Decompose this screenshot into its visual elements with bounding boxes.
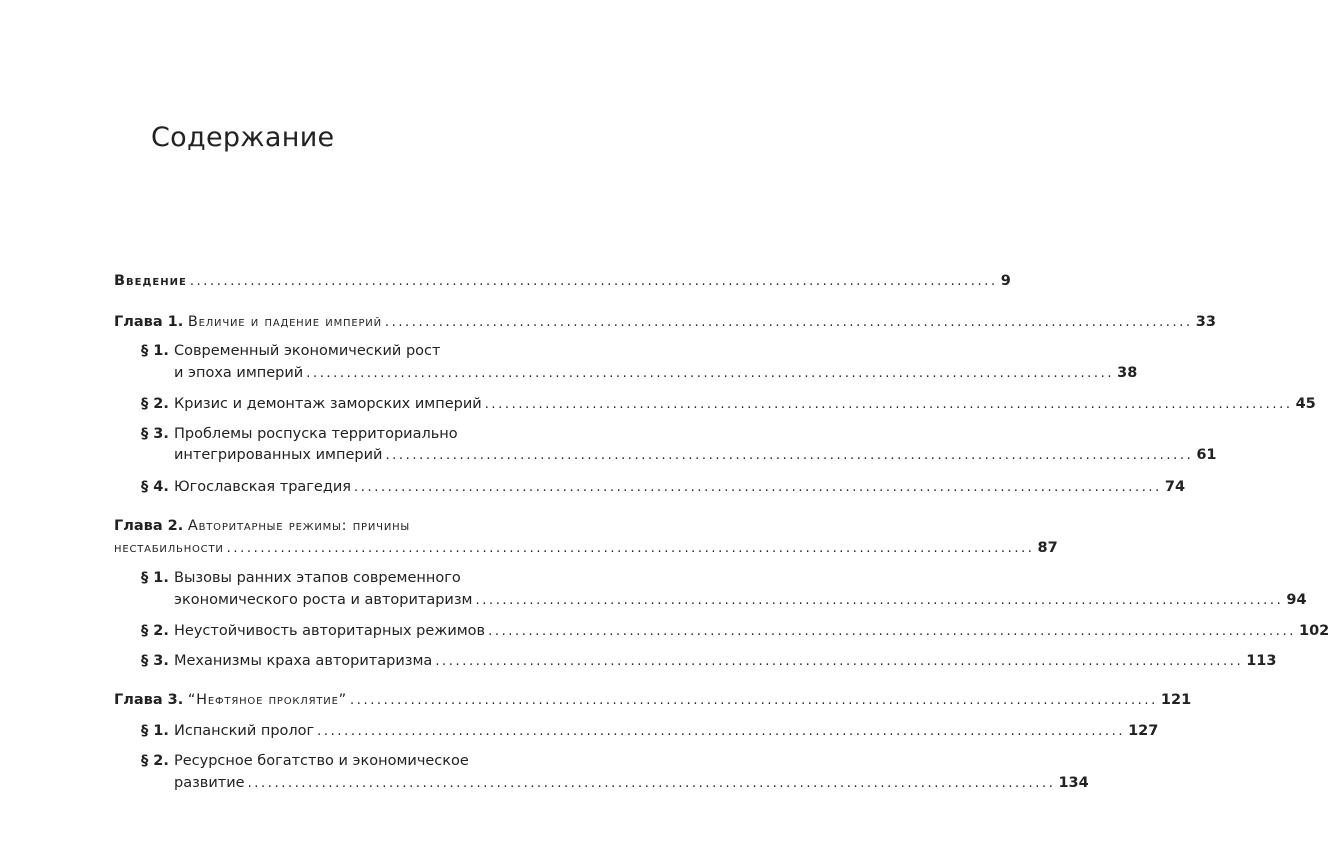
toc-section-3-2-cont[interactable]: [174, 773, 1089, 794]
toc-section-1-2[interactable]: [141, 394, 1316, 415]
section-title-cont: развитие: [174, 775, 245, 791]
chapter-title-cont: нестабильности: [114, 540, 224, 556]
section-title: Механизмы краха авторитаризма: [174, 653, 433, 669]
section-title: Вызовы ранних этапов современного: [174, 570, 461, 586]
page-title: Содержание: [151, 122, 335, 153]
toc-page-number: 33: [1195, 314, 1216, 330]
toc-section-2-3[interactable]: [141, 651, 1277, 672]
toc-chapter-1[interactable]: [114, 312, 1216, 333]
toc-page-number: 38: [1117, 365, 1138, 381]
toc-section-2-2[interactable]: [141, 621, 1329, 642]
dot-leader: ........................................................................................................................: [488, 624, 1296, 639]
chapter-label: Глава 3.: [114, 692, 184, 708]
toc-entry-label: Введение: [114, 273, 187, 289]
toc-section-1-1-cont[interactable]: [174, 363, 1138, 384]
toc-section-2-1[interactable]: [141, 568, 544, 588]
section-number: § 1.: [141, 723, 169, 739]
section-title: Ресурсное богатство и экономическое: [174, 753, 469, 769]
toc-page-number: 134: [1058, 775, 1089, 791]
dot-leader: ........................................................................................................................: [189, 274, 998, 289]
dot-leader: ........................................................................................................................: [484, 397, 1293, 412]
toc-section-1-1[interactable]: [141, 341, 544, 361]
dot-leader: ........................................................................................................................: [384, 315, 1193, 330]
dot-leader: ........................................................................................................................: [306, 366, 1115, 381]
toc-section-2-1-cont[interactable]: [174, 590, 1307, 611]
section-number: § 2.: [141, 396, 169, 412]
section-title: Кризис и демонтаж заморских империй: [174, 396, 482, 412]
section-title: Испанский пролог: [174, 723, 315, 739]
dot-leader: ........................................................................................................................: [317, 724, 1126, 739]
section-number: § 3.: [141, 653, 169, 669]
chapter-title: Авторитарные режимы: причины: [187, 518, 411, 534]
toc-page-number: 74: [1164, 479, 1186, 495]
section-number: § 3.: [141, 426, 169, 442]
toc-page-number: 9: [1000, 273, 1011, 289]
toc-page-number: 61: [1196, 447, 1217, 463]
dot-leader: ........................................................................................................................: [350, 693, 1158, 708]
section-number: § 1.: [141, 343, 169, 359]
toc-section-3-2[interactable]: [141, 751, 544, 771]
section-title: Югославская трагедия: [174, 479, 352, 495]
toc-chapter-3[interactable]: [114, 690, 1192, 711]
section-number: § 2.: [141, 623, 169, 639]
section-title-cont: интегрированных империй: [174, 447, 383, 463]
chapter-title: “Нефтяное проклятие”: [187, 692, 347, 708]
toc-section-1-3-cont[interactable]: [174, 445, 1217, 466]
toc-page-number: 102: [1299, 623, 1329, 639]
toc-entry-intro[interactable]: [114, 271, 1011, 292]
section-title: Современный экономический рост: [174, 343, 441, 359]
dot-leader: ........................................................................................................................: [435, 654, 1244, 669]
toc-page-number: 94: [1286, 592, 1307, 608]
toc-section-1-3[interactable]: [141, 424, 544, 444]
toc-page-number: 45: [1295, 396, 1316, 412]
section-number: § 4.: [141, 479, 169, 495]
toc-section-3-1[interactable]: [141, 721, 1159, 742]
dot-leader: ........................................................................................................................: [475, 593, 1284, 608]
toc-chapter-2[interactable]: [114, 516, 544, 536]
section-title-cont: экономического роста и авторитаризм: [174, 592, 473, 608]
chapter-label: Глава 2.: [114, 518, 184, 534]
toc-section-1-4[interactable]: [141, 477, 1186, 498]
toc-page-number: 87: [1037, 540, 1058, 556]
section-title: Неустойчивость авторитарных режимов: [174, 623, 486, 639]
dot-leader: ........................................................................................................................: [385, 448, 1194, 463]
chapter-title: Величие и падение империй: [187, 314, 382, 330]
toc-chapter-2-cont[interactable]: [114, 538, 1058, 559]
section-number: § 1.: [141, 570, 169, 586]
toc-page-number: 121: [1160, 692, 1192, 708]
dot-leader: ........................................................................................................................: [354, 480, 1162, 495]
section-number: § 2.: [141, 753, 169, 769]
section-title: Проблемы роспуска территориально: [174, 426, 458, 442]
dot-leader: ........................................................................................................................: [247, 776, 1056, 791]
toc-page-number: 127: [1128, 723, 1159, 739]
toc-page-number: 113: [1246, 653, 1277, 669]
dot-leader: ........................................................................................................................: [226, 541, 1035, 556]
chapter-label: Глава 1.: [114, 314, 184, 330]
section-title-cont: и эпоха империй: [174, 365, 304, 381]
